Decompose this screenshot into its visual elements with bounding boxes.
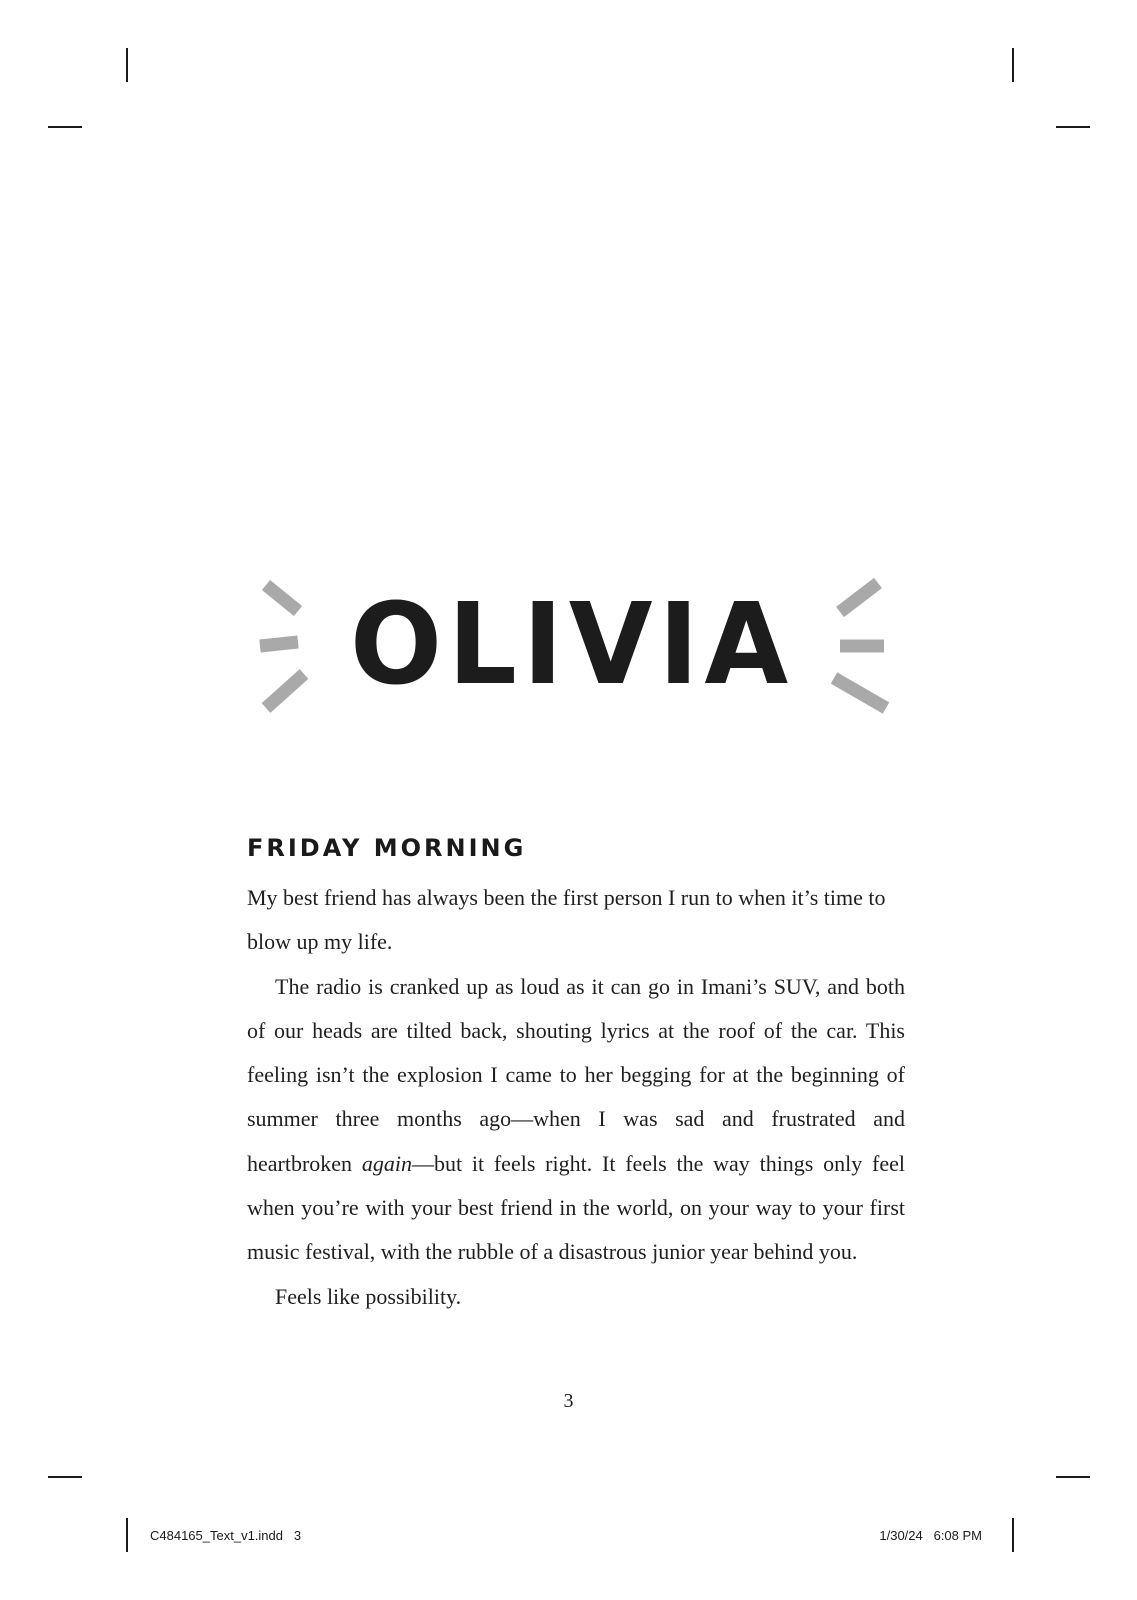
paragraph-2-part-a: The radio is cranked up as loud as it can go in Imani’s SUV, and both of our heads are tilted back, shouting lyrics at the roof of the car. This feeling isn’t the explosion I came to her begging for at the beginning of summer three months ago—when I was sad and frustrated and heartbroken (247, 973, 905, 1176)
right-burst-icon (834, 583, 886, 708)
page-number: 3 (563, 1390, 574, 1412)
crop-mark-bottom-left-vertical (126, 1518, 128, 1552)
crop-mark-bottom-right-horizontal (1056, 1476, 1090, 1478)
chapter-title-block (252, 570, 892, 720)
crop-mark-top-right-horizontal (1056, 126, 1090, 128)
paragraph-2 (247, 965, 905, 1275)
left-burst-icon (260, 585, 304, 708)
slug-file-name: C484165_Text_v1.indd 3 (150, 1528, 302, 1543)
paragraph-2-part-b: —but it feels right. It feels the way things only feel when you’re with your best friend in the world, on your way to your first music festival, with the rubble of a disastrous junior year behind you. (247, 1150, 906, 1265)
emphasis-again: again (361, 1150, 412, 1176)
chapter-title: OLIVIA (350, 580, 794, 710)
crop-mark-top-left-vertical (126, 48, 128, 82)
paragraph-1: My best friend has always been the first person I run to when it’s time to blow up my life. (247, 885, 886, 955)
crop-mark-bottom-right-vertical (1012, 1518, 1014, 1552)
slug-timestamp: 1/30/24 6:08 PM (879, 1528, 982, 1543)
crop-mark-top-left-horizontal (48, 126, 82, 128)
chapter-title-graphic (252, 570, 892, 720)
body-text (247, 876, 905, 1319)
paragraph-3: Feels like possibility. (275, 1283, 462, 1309)
crop-mark-top-right-vertical (1012, 48, 1014, 82)
crop-mark-bottom-left-horizontal (48, 1476, 82, 1478)
section-heading: FRIDAY MORNING (247, 834, 527, 862)
